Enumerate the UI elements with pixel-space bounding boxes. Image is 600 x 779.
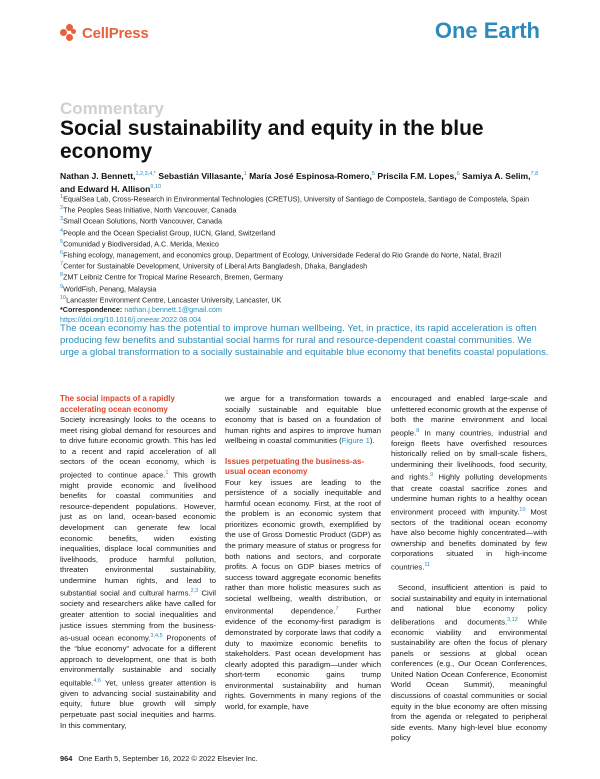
author[interactable]: Priscila F.M. Lopes,$^6$ <box>377 170 460 181</box>
affiliation: $^3$Small Ocean Solutions, North Vancouver, Canada <box>60 216 222 226</box>
cellpress-logo[interactable] <box>60 24 149 42</box>
publisher-name: CellPress <box>82 24 149 42</box>
affiliation: $^5$Comunidad y Biodiversidad, A.C. Merida, Mexico <box>60 238 219 249</box>
affiliation: $^6$Fishing ecology, management, and economics group, Department of Ecology, Universidade Federal do Rio Grande do Norte, Natal, Brazil <box>60 249 502 260</box>
correspondence-email-link[interactable]: nathan.j.bennett.1@gmail.com <box>124 304 222 314</box>
cellpress-logo-icon <box>60 24 78 42</box>
paragraph: Society increasingly looks to the oceans to meet rising global demand for resources and to drive future economic growth. This has led to a recent and rapid acceleration of all sectors of the ocean economy, which is projected to continue apace.$^1$ This growth might provide economic and livelihood benefits for coastal communities and resource-dependent populations. However, just as on land, ocean-based economic development can generate few local economic benefits, widen existing inequalities, displace local communities and livelihoods, produce harmful pollution, threaten environmental sustainability, undermine human rights, and lead to substantial social and cultural harms.$^{2,3}$ Civil society and researchers alike have called for greater attention to social inequalities and justice issues stemming from the business-as-usual ocean economy.$^{3,4,5}$ Proponents of the “blue economy” advocate for a different approach to development, one that is both environmentally sustainable and socially equitable.$^{4,6}$ Yet, unless greater attention is given to advancing social sustainability and equity, future blue growth will simply perpetuate past social inequities and harms. In this commentary, <box>60 415 216 730</box>
citation-link[interactable]: 3,4,5 <box>150 633 163 640</box>
affiliations <box>60 193 550 324</box>
affiliation: $^9$WorldFish, Penang, Malaysia <box>60 283 157 293</box>
author[interactable]: and Edward H. Allison$^{9,10}$ <box>60 183 162 194</box>
doi-link[interactable]: https://doi.org/10.1016/j.oneear.2022.08.004 <box>60 314 202 324</box>
author-list <box>60 169 550 195</box>
paragraph: Second, insufficient attention is paid to social sustainability and equity in international and national blue economy policy deliberations and documents.$^{3,12}$ While economic viability and environmental sustainability are often the focus of plenary panels or sessions at global ocean conferences (e.g., Our Ocean Conferences, United Nation Ocean Conference, Economist World Ocean Summit), meaningful discussions of coastal communities or social equity in the blue economy are often missing from the agenda or relegated to peripheral side events. Many high-level blue economy policy <box>391 583 547 743</box>
author[interactable]: Samiya A. Selim,$^{7,8}$ <box>462 170 539 181</box>
citation-link[interactable]: 9 <box>430 472 434 479</box>
citation-link[interactable]: 2,3 <box>190 588 199 595</box>
body-column-3 <box>391 394 547 744</box>
affiliation: $^8$ZMT Leibniz Centre for Tropical Marine Research, Bremen, Germany <box>60 272 284 282</box>
correspondence <box>60 305 550 315</box>
affiliation: $^1$EqualSea Lab, Cross-Research in Environmental Technologies (CRETUS), University of Santiago de Compostela, Santiago de Compostela, Spain <box>60 194 530 204</box>
section-heading: Issues perpetuating the business-as-usual ocean economy <box>225 456 364 477</box>
paragraph: we argue for a transformation towards a socially sustainable and equitable blue economy that is based on a foundation of human rights and aspires to improve human wellbeing in coastal communities (Figure 1). <box>225 394 381 446</box>
affiliation: $^{10}$Lancaster Environment Centre, Lancaster University, Lancaster, UK <box>60 294 282 305</box>
citation-link[interactable]: 4,6 <box>93 677 101 684</box>
affiliation: $^4$People and the Ocean Specialist Group, IUCN, Gland, Switzerland <box>60 227 276 237</box>
citation-link[interactable]: 10 <box>519 506 526 513</box>
author[interactable]: Nathan J. Bennett,$^{1,2,3,4,*}$ <box>60 170 156 181</box>
section-heading: The social impacts of a rapidly accelerating ocean economy <box>60 394 175 414</box>
affiliation: $^2$The Peoples Seas Initiative, North Vancouver, Canada <box>60 205 237 215</box>
body-column-2 <box>225 394 381 712</box>
paragraph: encouraged and enabled large-scale and unfettered economic growth at the expense of both the marine environment and local people.$^8$ In many countries, industrial and foreign fleets have overfished resources historically relied on by small-scale fishers, undermining their livelihoods, food security, and rights.$^9$ Highly polluting developments that create coastal sacrifice zones and undermine human rights to a healthy ocean environment proceed with impunity.$^{10}$ Most sectors of the traditional ocean economy have also become highly concentrated—with ownership and benefits dominated by few corporations situated in high-income countries.$^{11}$ <box>391 394 548 572</box>
correspondence-label: *Correspondence: <box>60 304 123 314</box>
page-number: 964 <box>60 754 73 763</box>
citation-link[interactable]: 7 <box>335 606 339 613</box>
citation-link[interactable]: 3,12 <box>507 616 518 623</box>
footer-citation: One Earth 5, September 16, 2022 © 2022 Elsevier Inc. <box>78 754 258 763</box>
article-type: Commentary <box>60 99 164 118</box>
paragraph: Four key issues are leading to the persistence of a socially inequitable and harmful ocean economy. First, at the root of the problem is an economic system that prioritizes economic growth, exemplified by the use of Gross Domestic Product (GDP) as the primary measure of status or progress for both nations and sectors, and corporate profits. A focus on GDP biases metrics of success toward aggregate economic benefits rather than more holistic measures such as societal wellbeing, wealth distribution, or environmental dependence.$^7$ Further evidence of the economy-first paradigm is demonstrated by corporate laws that codify a duty to maximize economic benefits to stakeholders. Past ocean development has clearly adopted this paradigm—under which short-term economic gains trump environmental sustainability and human rights. Governments in many regions of the world, for example, have <box>225 477 381 711</box>
citation-link[interactable]: 1 <box>165 469 169 476</box>
abstract: The ocean economy has the potential to improve human wellbeing. Yet, in practice, its rapid acceleration is often producing few benefits and substantial social harms for rural and resource-dependent coastal communities. We urge a global transformation to a socially sustainable and equitable blue economy that benefits coastal populations. <box>60 323 549 359</box>
article-title: Social sustainability and equity in the blue economy <box>60 117 484 163</box>
author[interactable]: Sebastián Villasante,$^1$ <box>158 170 247 181</box>
page-footer <box>60 754 258 763</box>
journal-name[interactable]: One Earth <box>434 18 540 43</box>
author[interactable]: María José Espinosa-Romero,$^5$ <box>249 170 375 181</box>
body-column-1 <box>60 394 216 731</box>
figure-link[interactable]: Figure 1 <box>341 436 370 446</box>
citation-link[interactable]: 8 <box>416 427 420 434</box>
affiliation: $^7$Center for Sustainable Development, University of Liberal Arts Bangladesh, Dhaka, Bangladesh <box>60 261 368 271</box>
citation-link[interactable]: 11 <box>424 561 431 568</box>
